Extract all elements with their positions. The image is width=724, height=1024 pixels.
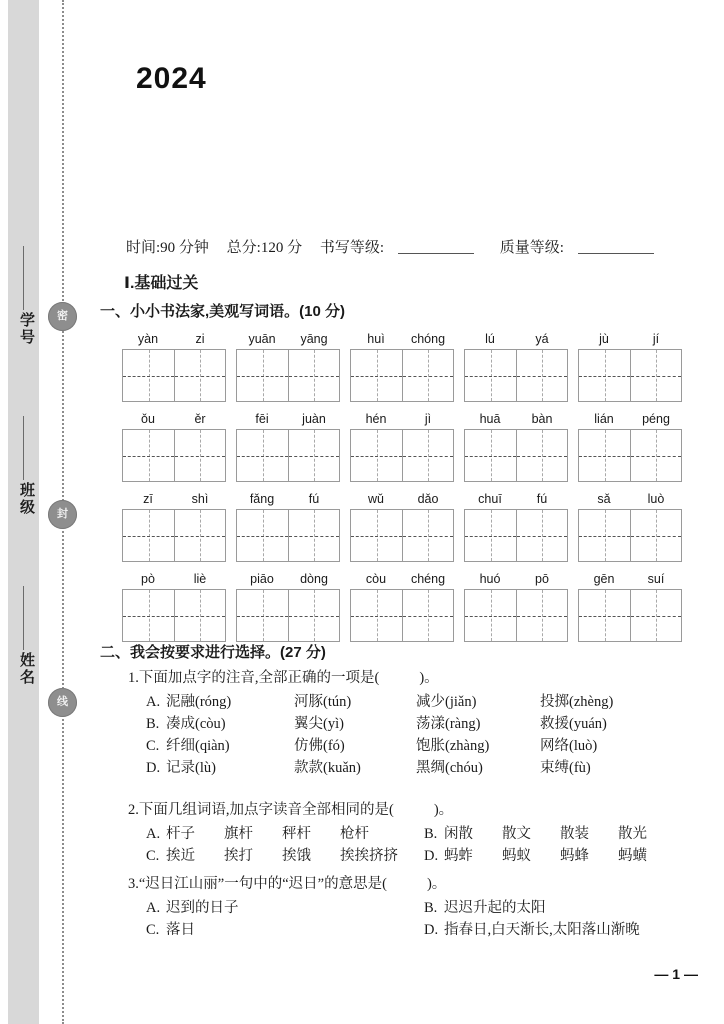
pinyin-syllable: yàn: [137, 332, 159, 346]
pinyin-syllable: fǎng: [249, 492, 275, 506]
tianzige-cell[interactable]: [237, 590, 288, 641]
tianzige-pair[interactable]: [236, 589, 340, 642]
pinyin-line: [122, 330, 226, 349]
writing-grid-row: [122, 410, 682, 490]
pinyin-syllable: chéng: [410, 572, 446, 586]
option-a-item: 旗杆: [224, 826, 253, 842]
tianzige-pair[interactable]: [578, 589, 682, 642]
word-unit: [122, 410, 226, 482]
tianzige-cell[interactable]: [465, 350, 516, 401]
sidebar-write-rule-xingming: [23, 586, 24, 650]
tianzige-pair[interactable]: [350, 349, 454, 402]
option-c-item: 挨近: [166, 848, 195, 864]
writing-grid: [122, 330, 682, 650]
binding-sidebar: [0, 0, 96, 1024]
section-1-heading: 一、小小书法家,美观写词语。(10 分): [100, 303, 346, 320]
option-a-label[interactable]: A.: [146, 900, 161, 916]
option-a-label[interactable]: A.: [146, 826, 161, 842]
pinyin-line: [464, 410, 568, 429]
seal-badge-feng: 封: [48, 500, 77, 529]
writing-grid-row: [122, 330, 682, 410]
option-c-item: 饱胀(zhàng): [416, 738, 490, 754]
sidebar-label-banji: 班级: [18, 482, 35, 516]
word-unit: [464, 570, 568, 642]
pinyin-line: [122, 570, 226, 589]
word-unit: [236, 410, 340, 482]
sidebar-label-xingming: 姓名: [18, 652, 35, 686]
pinyin-line: [350, 490, 454, 509]
sidebar-write-rule-banji: [23, 416, 24, 480]
word-unit: [122, 570, 226, 642]
pinyin-line: [350, 410, 454, 429]
option-a-label[interactable]: A.: [146, 694, 161, 710]
option-c-item: 纤细(qiàn): [166, 738, 230, 754]
pinyin-syllable: yá: [535, 332, 549, 346]
pinyin-line: [236, 570, 340, 589]
tianzige-pair[interactable]: [350, 509, 454, 562]
option-row-cd[interactable]: [128, 846, 694, 868]
writing-grid-row: [122, 570, 682, 650]
pinyin-syllable: gēn: [593, 572, 615, 586]
tianzige-pair[interactable]: [122, 589, 226, 642]
option-c-label[interactable]: C.: [146, 738, 160, 754]
option-c-item: 挨挨挤挤: [340, 848, 398, 864]
exam-sheet: [96, 0, 724, 1024]
tianzige-pair[interactable]: [464, 429, 568, 482]
exam-meta-row: [126, 236, 694, 257]
tianzige-pair[interactable]: [122, 349, 226, 402]
tianzige-cell[interactable]: [465, 430, 516, 481]
meta-quality-grade-label: 质量等级:: [499, 240, 564, 256]
option-d-label[interactable]: D.: [424, 848, 439, 864]
pinyin-syllable: huā: [479, 412, 501, 426]
word-unit: [350, 570, 454, 642]
pinyin-line: [350, 570, 454, 589]
tianzige-pair[interactable]: [236, 509, 340, 562]
option-b-label[interactable]: B.: [146, 716, 160, 732]
tianzige-cell[interactable]: [516, 350, 567, 401]
option-d-item: 蚂蚱: [444, 848, 473, 864]
pinyin-syllable: jì: [424, 412, 432, 426]
option-d-item: 款款(kuǎn): [294, 760, 361, 776]
part-title: Ⅰ.基础过关: [124, 275, 199, 292]
pinyin-syllable: huó: [479, 572, 501, 586]
option-a-item: 枪杆: [340, 826, 369, 842]
question-1-stem: [128, 668, 694, 688]
pinyin-syllable: jù: [599, 332, 609, 346]
pinyin-line: [464, 570, 568, 589]
word-unit: [236, 570, 340, 642]
pinyin-syllable: yuān: [248, 332, 276, 346]
word-unit: [578, 330, 682, 402]
tianzige-pair[interactable]: [122, 429, 226, 482]
pinyin-line: [122, 410, 226, 429]
tianzige-pair[interactable]: [464, 509, 568, 562]
question-2-text: 下面几组词语,加点字读音全部相同的是(: [138, 802, 394, 818]
word-unit: [578, 410, 682, 482]
meta-writing-grade-label: 书写等级:: [319, 240, 385, 256]
question-1-text-end: )。: [419, 670, 439, 686]
tianzige-pair[interactable]: [578, 429, 682, 482]
page-number: — 1 —: [654, 966, 698, 982]
writing-grid-row: [122, 490, 682, 570]
pinyin-syllable: dòng: [300, 572, 328, 586]
option-c-item: 仿佛(fó): [294, 738, 345, 754]
tianzige-cell[interactable]: [630, 430, 681, 481]
tianzige-cell[interactable]: [630, 350, 681, 401]
pinyin-syllable: wǔ: [368, 492, 384, 506]
tianzige-pair[interactable]: [236, 349, 340, 402]
pinyin-line: [578, 330, 682, 349]
seal-badge-xian: 线: [48, 688, 77, 717]
option-c-item: 挨打: [224, 848, 253, 864]
tianzige-cell[interactable]: [288, 590, 339, 641]
word-unit: [578, 490, 682, 562]
tianzige-cell[interactable]: [402, 590, 453, 641]
option-b-item: 散光: [618, 826, 647, 842]
pinyin-line: [464, 490, 568, 509]
pinyin-syllable: suí: [647, 572, 665, 586]
option-d-text: 指春日,白天渐长,太阳落山渐晚: [444, 922, 640, 938]
tianzige-cell[interactable]: [516, 590, 567, 641]
option-a-text: 迟到的日子: [166, 900, 239, 916]
pinyin-syllable: lú: [485, 332, 495, 346]
tianzige-pair[interactable]: [464, 589, 568, 642]
option-b-item: 救援(yuán): [540, 716, 607, 732]
option-row-ab[interactable]: [128, 824, 694, 846]
option-d-item: 蚂蚁: [502, 848, 531, 864]
question-3-text-end: )。: [426, 876, 447, 892]
pinyin-syllable: ěr: [194, 412, 206, 426]
option-b-item: 散装: [560, 826, 589, 842]
sidebar-write-rule-xuehao: [23, 246, 24, 310]
pinyin-syllable: hén: [365, 412, 387, 426]
pinyin-syllable: pō: [535, 572, 549, 586]
pinyin-syllable: sǎ: [597, 492, 611, 506]
tianzige-pair[interactable]: [464, 349, 568, 402]
word-unit: [236, 330, 340, 402]
option-row-c[interactable]: [128, 736, 694, 758]
pinyin-line: [578, 570, 682, 589]
pinyin-line: [350, 330, 454, 349]
option-a-item: 河豚(tún): [294, 694, 352, 710]
pinyin-line: [236, 490, 340, 509]
question-2-text-end: )。: [433, 802, 454, 818]
tianzige-cell[interactable]: [288, 430, 339, 481]
word-unit: [464, 410, 568, 482]
pinyin-syllable: fú: [536, 492, 548, 506]
tianzige-pair[interactable]: [350, 589, 454, 642]
tianzige-cell[interactable]: [174, 510, 225, 561]
option-b-label[interactable]: B.: [424, 900, 438, 916]
tianzige-pair[interactable]: [122, 509, 226, 562]
option-b-item: 凑成(còu): [166, 716, 226, 732]
option-b-text: 迟迟升起的太阳: [444, 900, 546, 916]
tianzige-pair[interactable]: [236, 429, 340, 482]
pinyin-syllable: péng: [642, 412, 670, 426]
pinyin-syllable: yāng: [300, 332, 328, 346]
option-b-item: 荡漾(ràng): [416, 716, 481, 732]
option-d-item: 束缚(fù): [540, 760, 591, 776]
question-2-stem: [128, 800, 694, 820]
pinyin-line: [122, 490, 226, 509]
pinyin-syllable: chóng: [410, 332, 446, 346]
pinyin-syllable: luò: [647, 492, 665, 506]
word-unit: [350, 490, 454, 562]
question-3-number: 3.: [128, 876, 139, 892]
question-2: [128, 800, 694, 868]
tianzige-cell[interactable]: [465, 510, 516, 561]
option-row-cd[interactable]: [128, 920, 694, 942]
option-a-item: 减少(jiǎn): [416, 694, 477, 710]
option-c-text: 落日: [166, 922, 195, 938]
tianzige-cell[interactable]: [237, 430, 288, 481]
option-a-item: 秤杆: [282, 826, 311, 842]
pinyin-syllable: zi: [195, 332, 205, 346]
word-unit: [350, 410, 454, 482]
tianzige-pair[interactable]: [578, 349, 682, 402]
option-d-item: 记录(lù): [166, 760, 216, 776]
seal-badge-mi: 密: [48, 302, 77, 331]
tianzige-cell[interactable]: [579, 350, 630, 401]
pinyin-syllable: lián: [594, 412, 614, 426]
question-3-text: “迟日江山丽”一句中的“迟日”的意思是(: [138, 876, 387, 892]
pinyin-syllable: shì: [191, 492, 209, 506]
tianzige-cell[interactable]: [402, 430, 453, 481]
option-b-item: 散文: [502, 826, 531, 842]
tianzige-cell[interactable]: [465, 590, 516, 641]
question-1-number: 1.: [128, 670, 139, 686]
tianzige-cell[interactable]: [351, 350, 402, 401]
option-d-label[interactable]: D.: [424, 922, 439, 938]
pinyin-syllable: fú: [308, 492, 320, 506]
question-3: [128, 874, 694, 942]
pinyin-syllable: ǒu: [141, 412, 155, 426]
tianzige-cell[interactable]: [579, 590, 630, 641]
option-d-item: 蚂蟥: [618, 848, 647, 864]
option-d-label[interactable]: D.: [146, 760, 161, 776]
pinyin-syllable: bàn: [531, 412, 553, 426]
tianzige-cell[interactable]: [402, 510, 453, 561]
option-d-item: 黑绸(chóu): [416, 760, 483, 776]
pinyin-syllable: huì: [367, 332, 385, 346]
tianzige-cell[interactable]: [288, 350, 339, 401]
tianzige-cell[interactable]: [123, 430, 174, 481]
tianzige-cell[interactable]: [630, 590, 681, 641]
tianzige-cell[interactable]: [174, 590, 225, 641]
pinyin-syllable: liè: [193, 572, 207, 586]
question-3-stem: [128, 874, 694, 894]
pinyin-line: [578, 490, 682, 509]
word-unit: [578, 570, 682, 642]
meta-time: 时间:90 分钟: [126, 240, 209, 256]
sidebar-label-xuehao: 学号: [18, 312, 35, 346]
pinyin-syllable: pò: [141, 572, 155, 586]
word-unit: [464, 330, 568, 402]
tianzige-cell[interactable]: [579, 510, 630, 561]
word-unit: [122, 330, 226, 402]
writing-grade-blank[interactable]: [398, 253, 474, 254]
tianzige-cell[interactable]: [237, 510, 288, 561]
option-row-a[interactable]: [128, 692, 694, 714]
tianzige-cell[interactable]: [123, 510, 174, 561]
option-c-label[interactable]: C.: [146, 922, 160, 938]
tianzige-cell[interactable]: [351, 430, 402, 481]
tianzige-cell[interactable]: [174, 430, 225, 481]
option-b-item: 闲散: [444, 826, 473, 842]
option-c-label[interactable]: C.: [146, 848, 160, 864]
option-b-label[interactable]: B.: [424, 826, 438, 842]
pinyin-syllable: piāo: [250, 572, 274, 586]
option-a-item: 杆子: [166, 826, 195, 842]
pinyin-syllable: zī: [143, 492, 153, 506]
word-unit: [122, 490, 226, 562]
word-unit: [464, 490, 568, 562]
pinyin-syllable: dǎo: [417, 492, 439, 506]
pinyin-line: [578, 410, 682, 429]
question-1: [128, 668, 694, 780]
option-c-item: 网络(luò): [540, 738, 598, 754]
tianzige-pair[interactable]: [578, 509, 682, 562]
tianzige-cell[interactable]: [516, 430, 567, 481]
tianzige-cell[interactable]: [288, 510, 339, 561]
option-a-item: 投掷(zhèng): [540, 694, 614, 710]
tianzige-cell[interactable]: [174, 350, 225, 401]
option-b-item: 翼尖(yì): [294, 716, 344, 732]
tianzige-cell[interactable]: [579, 430, 630, 481]
pinyin-syllable: jí: [652, 332, 660, 346]
tianzige-cell[interactable]: [237, 350, 288, 401]
tianzige-cell[interactable]: [123, 590, 174, 641]
tianzige-pair[interactable]: [350, 429, 454, 482]
word-unit: [236, 490, 340, 562]
tianzige-cell[interactable]: [351, 510, 402, 561]
tianzige-cell[interactable]: [402, 350, 453, 401]
pinyin-line: [236, 410, 340, 429]
pinyin-syllable: fēi: [255, 412, 269, 426]
pinyin-line: [464, 330, 568, 349]
option-c-item: 挨饿: [282, 848, 311, 864]
pinyin-syllable: juàn: [302, 412, 326, 426]
option-row-d[interactable]: [128, 758, 694, 780]
tianzige-cell[interactable]: [123, 350, 174, 401]
question-2-number: 2.: [128, 802, 139, 818]
option-a-item: 泥融(róng): [166, 694, 232, 710]
tianzige-cell[interactable]: [516, 510, 567, 561]
word-unit: [350, 330, 454, 402]
section-2-heading: 二、我会按要求进行选择。(27 分): [100, 644, 326, 661]
pinyin-line: [236, 330, 340, 349]
tianzige-cell[interactable]: [630, 510, 681, 561]
pinyin-syllable: còu: [365, 572, 387, 586]
option-d-item: 蚂蜂: [560, 848, 589, 864]
tianzige-cell[interactable]: [351, 590, 402, 641]
option-row-b[interactable]: [128, 714, 694, 736]
question-1-text: 下面加点字的注音,全部正确的一项是(: [138, 670, 380, 686]
meta-total-score: 总分:120 分: [226, 240, 303, 256]
option-row-ab[interactable]: [128, 898, 694, 920]
quality-grade-blank[interactable]: [578, 253, 654, 254]
page-title: 2024: [136, 62, 207, 95]
pinyin-syllable: chuī: [478, 492, 502, 506]
